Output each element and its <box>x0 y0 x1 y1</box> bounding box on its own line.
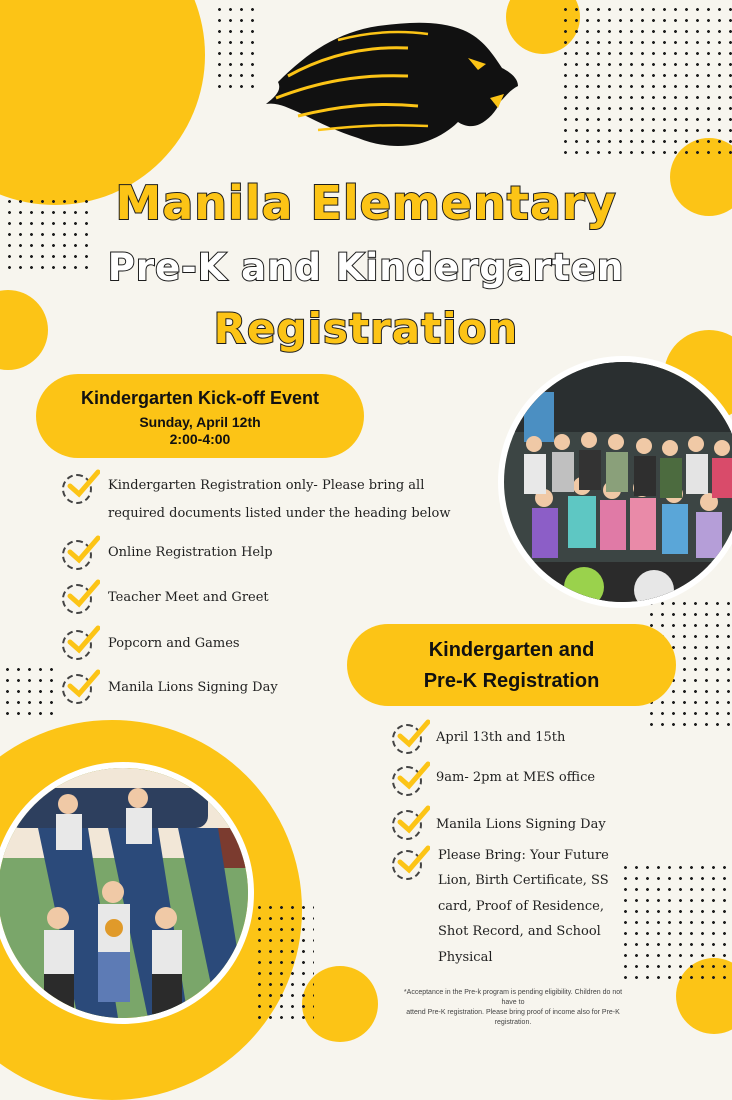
kickoff-item-signing-day: Manila Lions Signing Day <box>108 680 278 695</box>
kickoff-event-banner <box>36 374 364 458</box>
registration-item-bring: Please Bring: Your Future <box>438 848 609 863</box>
photo-teachers-playground <box>0 762 254 1024</box>
registration-item-dates: April 13th and 15th <box>436 730 566 745</box>
registration-item-hours: 9am- 2pm at MES office <box>436 770 596 785</box>
check-icon <box>392 810 422 840</box>
registration-heading-line1: Kindergarten and <box>428 639 595 661</box>
check-icon <box>392 850 422 880</box>
lion-head-icon <box>258 12 520 152</box>
check-icon <box>62 674 92 704</box>
photo-kindergarten-class <box>498 356 732 608</box>
dot-pattern-top-mid <box>214 4 258 96</box>
kickoff-time: 2:00-4:00 <box>169 431 231 447</box>
registration-heading-line2: Pre-K Registration <box>423 670 600 692</box>
kickoff-date: Sunday, April 12th <box>139 414 261 430</box>
footnote-line2: attend Pre-K registration. Please bring proof of income also for Pre-K registration. <box>406 1009 620 1026</box>
check-icon <box>392 724 422 754</box>
check-icon <box>62 584 92 614</box>
registration-banner <box>347 624 676 706</box>
check-icon <box>62 474 92 504</box>
registration-item-bring-4: Shot Record, and School <box>438 924 601 939</box>
dot-pattern-left-mid <box>2 664 60 720</box>
check-icon <box>62 630 92 660</box>
kickoff-item-popcorn: Popcorn and Games <box>108 636 240 651</box>
kickoff-item-registration-cont: required documents listed under the heading below <box>108 506 451 521</box>
registration-item-bring-5: Physical <box>438 950 493 965</box>
footnote-line1: *Acceptance in the Pre-k program is pending eligibility. Children do not have to <box>403 989 623 1006</box>
check-icon <box>392 766 422 796</box>
registration-item-signing-day: Manila Lions Signing Day <box>436 817 606 832</box>
title-programs: Pre-K and Kindergarten <box>107 246 625 289</box>
dot-pattern-top-right <box>560 4 732 154</box>
kickoff-item-registration: Kindergarten Registration only- Please bring all <box>108 478 425 493</box>
title-registration: Registration <box>213 304 519 353</box>
kickoff-item-meet-greet: Teacher Meet and Greet <box>108 590 269 605</box>
kickoff-item-online-help: Online Registration Help <box>108 545 273 560</box>
footnote <box>398 988 628 1028</box>
class-photo-illustration <box>504 362 732 608</box>
check-icon <box>62 540 92 570</box>
dot-pattern-bottom-right <box>620 862 732 982</box>
title-school-name: Manila Elementary <box>115 176 617 230</box>
decor-circle-top-left <box>0 0 205 205</box>
dot-pattern-bottom-mid <box>254 902 314 1022</box>
kickoff-heading: Kindergarten Kick-off Event <box>80 388 320 408</box>
registration-item-bring-3: card, Proof of Residence, <box>438 899 604 914</box>
registration-item-bring-2: Lion, Birth Certificate, SS <box>438 873 609 888</box>
